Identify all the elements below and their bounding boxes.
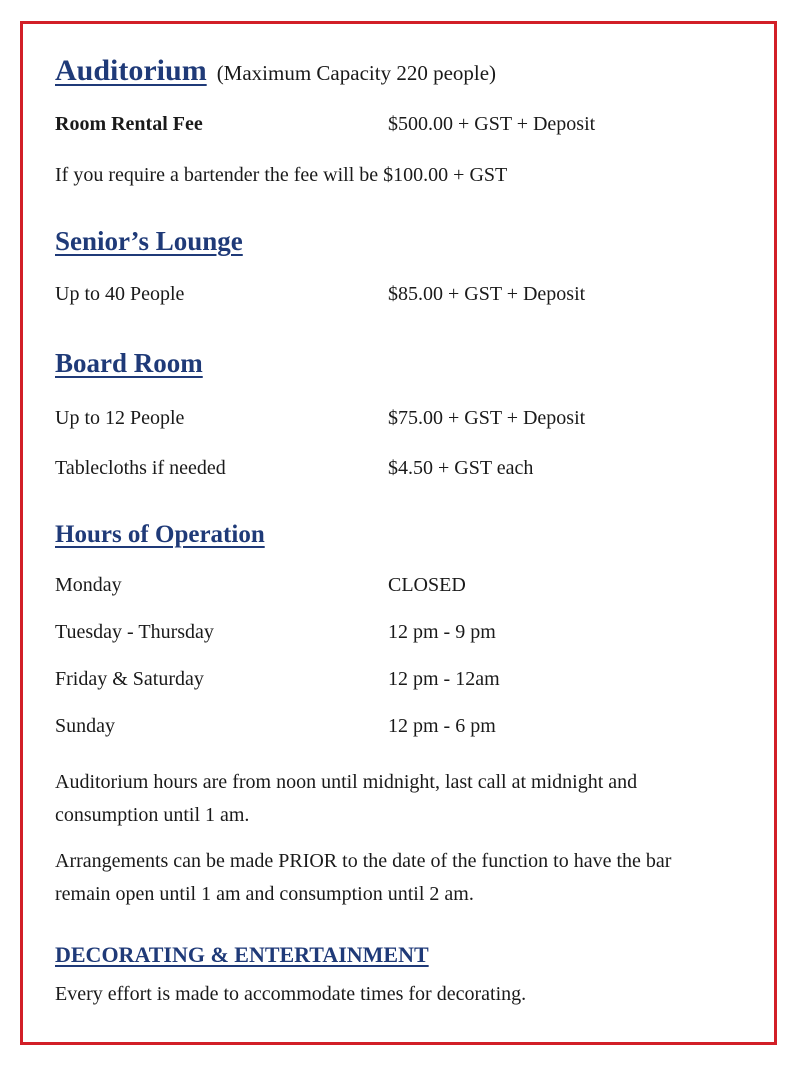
board-room-fee: $75.00 + GST + Deposit: [388, 407, 586, 429]
auditorium-capacity-note: (Maximum Capacity 220 people): [216, 61, 497, 85]
seniors-lounge-title: Senior’s Lounge: [55, 226, 243, 256]
auditorium-heading-line: [55, 54, 496, 88]
tablecloth-value: $4.50 + GST each: [388, 457, 534, 479]
auditorium-title: Auditorium: [55, 54, 207, 87]
bartender-note: If you require a bartender the fee will be $100.00 + GST: [55, 164, 508, 186]
hours-day: Friday & Saturday: [55, 668, 204, 690]
board-room-title: Board Room: [55, 348, 203, 378]
seniors-lounge-capacity: Up to 40 People: [55, 283, 185, 305]
seniors-lounge-fee: $85.00 + GST + Deposit: [388, 283, 586, 305]
hours-time: 12 pm - 6 pm: [388, 715, 496, 737]
hours-day: Tuesday - Thursday: [55, 621, 214, 643]
hours-time: 12 pm - 12am: [388, 668, 500, 690]
hours-title: Hours of Operation: [55, 521, 265, 548]
hours-note-arrangements: Arrangements can be made PRIOR to the date of the function to have the bar remain open until 1 am and consumption until 2 am.: [55, 850, 672, 905]
hours-note-auditorium: Auditorium hours are from noon until midnight, last call at midnight and consumption until 1 am.: [55, 771, 638, 826]
decorating-title: DECORATING & ENTERTAINMENT: [55, 942, 429, 967]
hours-day: Sunday: [55, 715, 115, 737]
hours-day: Monday: [55, 574, 122, 596]
auditorium-fee-value: $500.00 + GST + Deposit: [388, 113, 596, 135]
auditorium-fee-label: Room Rental Fee: [55, 113, 203, 135]
board-room-capacity: Up to 12 People: [55, 407, 185, 429]
hours-time: 12 pm - 9 pm: [388, 621, 496, 643]
decorating-note: Every effort is made to accommodate times for decorating.: [55, 983, 527, 1005]
hours-time: CLOSED: [388, 574, 466, 596]
tablecloth-label: Tablecloths if needed: [55, 457, 226, 479]
